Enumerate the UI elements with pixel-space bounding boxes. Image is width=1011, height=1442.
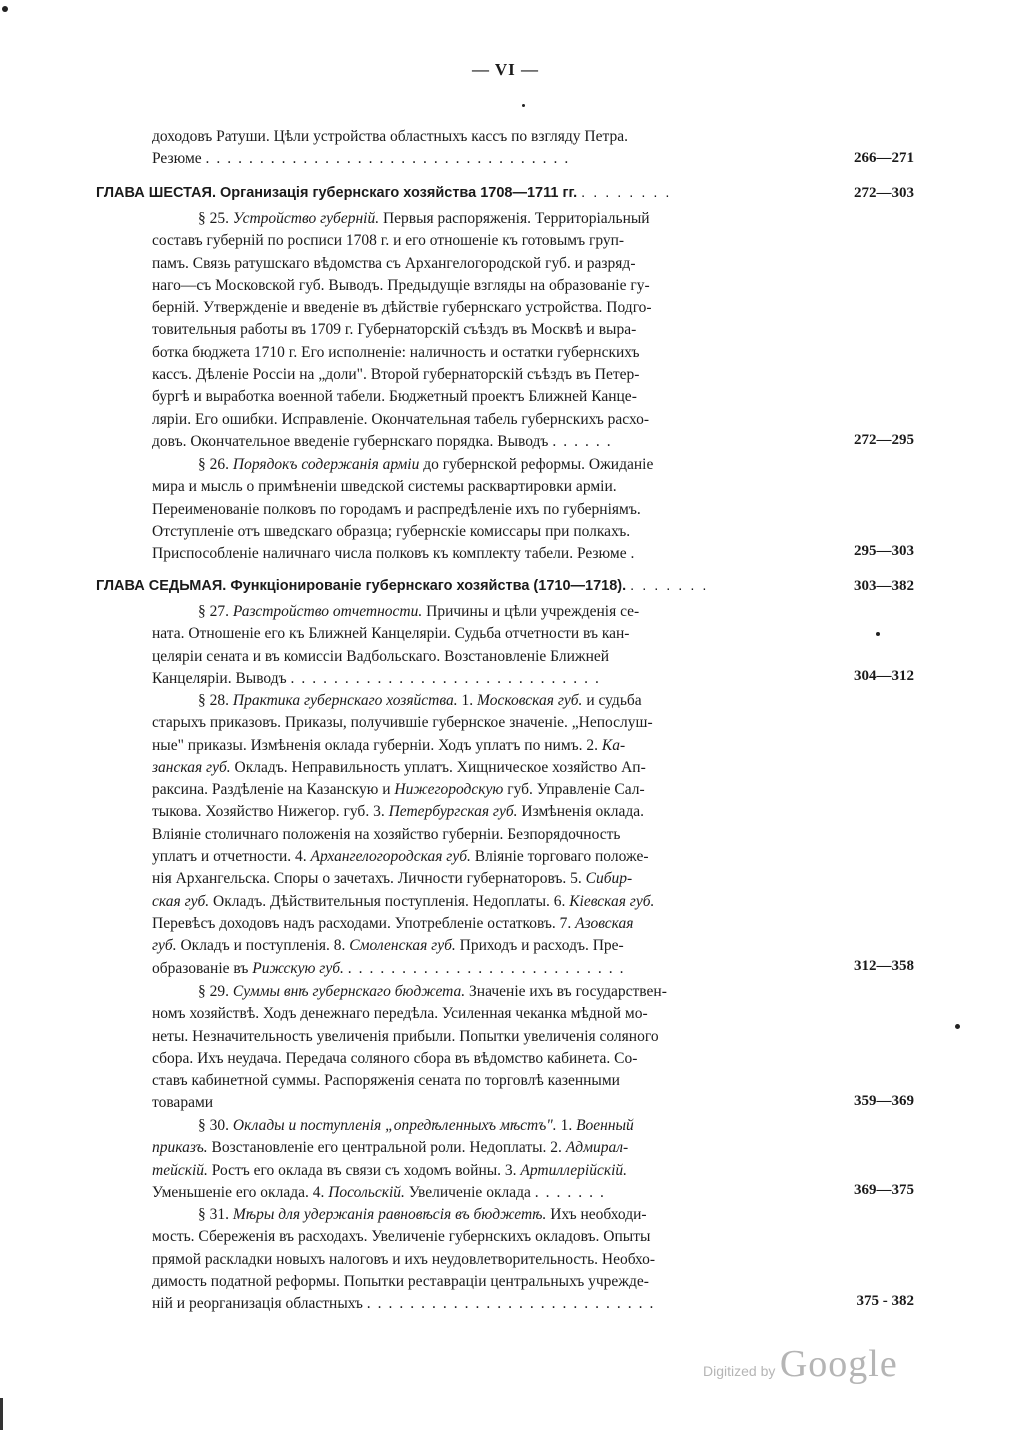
google-logo: Google xyxy=(779,1343,898,1385)
text-line: ные" приказы. Измѣненія оклада губерніи. Ходъ уплатъ по нимъ. 2. Ка- xyxy=(152,736,626,754)
scan-speck xyxy=(876,632,880,636)
page-range: 272—303 xyxy=(854,185,914,201)
text-line: мость. Сбереженія въ расходахъ. Увеличеніе губернскихъ окладовъ. Опыты xyxy=(152,1228,651,1246)
text-line: занская губ. Окладъ. Неправильность уплатъ. Хищническое хозяйство Ап- xyxy=(152,758,646,776)
text-line: Канцеляріи. Выводъ ............................. xyxy=(152,669,606,687)
section-26 xyxy=(152,454,792,565)
chapter-seven-heading: ГЛАВА СЕДЬМАЯ. Функціонированіе губернскаго хозяйства (1710—1718). ....... xyxy=(96,578,715,594)
text-line: Вліяніе столичнаго положенія на хозяйство губерніи. Безпорядочность xyxy=(152,825,621,843)
section-31 xyxy=(152,1204,792,1315)
text-line: нія Архангельска. Споры о зачетахъ. Личности губернаторовъ. 5. Сибир- xyxy=(152,870,633,888)
text-line: номъ хозяйствѣ. Ходъ денежнаго передѣла. Усиленная чеканка мѣдной мо- xyxy=(152,1005,648,1023)
text-line: товительныя работы въ 1709 г. Губернаторскій съѣздъ въ Москвѣ и выра- xyxy=(152,321,637,339)
text-line: приказъ. Возстановленіе его центральной роли. Недоплаты. 2. Адмирал- xyxy=(152,1139,629,1157)
text-line: ская губ. Окладъ. Дѣйствительныя поступленія. Недоплаты. 6. Кіевская губ. xyxy=(152,892,655,910)
text-line: § 28. Практика губернскаго хозяйства. 1. Московская губ. и судьба xyxy=(198,692,642,709)
page-range: 304—312 xyxy=(854,668,914,684)
text-line: тейскій. Ростъ его оклада въ связи съ ходомъ войны. 3. Артиллерійскій. xyxy=(152,1161,628,1179)
chapter-title: Функціонированіе губернскаго хозяйства (1710—1718). xyxy=(230,578,627,594)
text-line: Уменьшеніе его оклада. 4. Посольскій. Увеличеніе оклада ....... xyxy=(152,1183,611,1201)
google-watermark xyxy=(703,1342,898,1386)
page-range: 375 - 382 xyxy=(856,1293,914,1309)
text-line: целяріи сената и въ комиссіи Вадбольскаго. Возстановленіе Ближней xyxy=(152,647,610,665)
text-line: Резюме .................................. xyxy=(152,150,576,168)
page-range: 295—303 xyxy=(854,543,914,559)
text-line: образованіе въ Рижскую губ. .......................... xyxy=(152,959,631,977)
text-line: ставъ кабинетной суммы. Распоряженія сената по торговлѣ казенными xyxy=(152,1072,620,1090)
text-line: ботка бюджета 1710 г. Его исполненіе: наличность и остатки губернскихъ xyxy=(152,343,640,361)
text-line: ній и реорганизація областныхъ ........................... xyxy=(152,1295,661,1313)
page-range: 272—295 xyxy=(854,432,914,448)
text-line: раксина. Раздѣленіе на Казанскую и Нижегородскую губ. Управленіе Сал- xyxy=(152,781,645,799)
text-line: димость податной реформы. Попытки реставраціи центральныхъ учрежде- xyxy=(152,1272,649,1290)
text-line: Переименованіе полковъ по городамъ и распредѣленіе ихъ по губерніямъ. xyxy=(152,500,641,518)
text-line: § 31. Мѣры для удержанія равновѣсія въ бюджетѣ. Ихъ необходи- xyxy=(198,1206,647,1223)
section-27 xyxy=(152,601,792,690)
text-line: берній. Утвержденіе и введеніе въ дѣйствіе губернскаго устройства. Подго- xyxy=(152,299,652,317)
text-line: уплатъ и отчетности. 4. Архангелогородская губ. Вліяніе торговаго положе- xyxy=(152,848,649,866)
text-line: § 25. Устройство губерній. Первыя распоряженія. Территоріальный xyxy=(198,210,650,227)
text-line: § 29. Суммы внѣ губернскаго бюджета. Значеніе ихъ въ государствен- xyxy=(198,983,667,1000)
section-28 xyxy=(152,690,792,980)
chapter-six-heading: ГЛАВА ШЕСТАЯ. Организація губернскаго хозяйства 1708—1711 гг. ........ xyxy=(96,185,678,201)
watermark-prefix: Digitized by xyxy=(703,1363,776,1379)
scan-speck xyxy=(522,104,525,107)
chapter-title: Организація губернскаго хозяйства 1708—1711 гг. xyxy=(220,185,578,201)
text-line: Отступленіе отъ шведскаго образца; губернскіе комиссары при полкахъ. xyxy=(152,522,631,540)
text-line: наго—съ Московской губ. Выводъ. Предыдущіе взгляды на образованіе гу- xyxy=(152,276,650,294)
chapter-label: ГЛАВА СЕДЬМАЯ. xyxy=(96,578,227,594)
intro-entry xyxy=(152,126,792,171)
text-line: кассъ. Дѣленіе Россіи на „доли". Второй губернаторскій съѣздъ въ Петер- xyxy=(152,366,640,384)
section-30 xyxy=(152,1115,792,1204)
text-line: мира и мысль о примѣненіи шведской системы расквартировки арміи. xyxy=(152,478,617,496)
section-25 xyxy=(152,208,792,453)
page-range: 303—382 xyxy=(854,578,914,594)
chapter-label: ГЛАВА ШЕСТАЯ. xyxy=(96,185,216,201)
page-range: 359—369 xyxy=(854,1093,914,1109)
text-line: ната. Отношеніе его къ Ближней Канцеляріи. Судьба отчетности въ кан- xyxy=(152,625,630,643)
text-line: памъ. Связь ратушскаго вѣдомства съ Архангелогородской губ. и разряд- xyxy=(152,254,636,272)
text-line: § 27. Разстройство отчетности. Причины и цѣли учрежденія се- xyxy=(198,603,640,620)
text-line: § 26. Порядокъ содержанія арміи до губернской реформы. Ожиданіе xyxy=(198,456,654,473)
text-line: неты. Незначительность увеличенія прибыли. Попытки увеличенія соляного xyxy=(152,1027,659,1045)
section-29 xyxy=(152,981,792,1115)
text-line: сбора. Ихъ неудача. Передача соляного сбора въ вѣдомство кабинета. Со- xyxy=(152,1049,638,1067)
text-line: ляріи. Его ошибки. Исправленіе. Окончательная табель губернскихъ расхо- xyxy=(152,410,650,428)
text-line: Перевѣсъ доходовъ надъ расходами. Употребленіе остатковъ. 7. Азовская xyxy=(152,914,634,932)
text-line: бургѣ и выработка военной табели. Бюджетный проектъ Ближней Канце- xyxy=(152,388,637,406)
scan-edge-mark xyxy=(0,1398,3,1430)
text-line: составъ губерній по росписи 1708 г. и его отношеніе къ готовымъ груп- xyxy=(152,232,625,250)
text-line: тыкова. Хозяйство Нижегор. губ. 3. Петербургская губ. Измѣненія оклада. xyxy=(152,803,645,821)
text-line: доходовъ Ратуши. Цѣли устройства областныхъ кассъ по взгляду Петра. xyxy=(152,128,628,145)
text-line: довъ. Окончательное введеніе губернскаго порядка. Выводъ ...... xyxy=(152,432,618,450)
page-range: 369—375 xyxy=(854,1182,914,1198)
text-line: старыхъ приказовъ. Приказы, получившіе губернское значеніе. „Непослуш- xyxy=(152,714,653,732)
text-line: товарами xyxy=(152,1094,214,1112)
scan-speck xyxy=(955,1024,960,1029)
text-line: прямой раскладки новыхъ налоговъ и ихъ неудовлетворительность. Необхо- xyxy=(152,1250,656,1268)
text-line: Приспособленіе наличнаго числа полковъ къ комплекту табели. Резюме . xyxy=(152,545,642,563)
text-line: § 30. Оклады и поступленія „опредѣленныхъ мѣстъ". 1. Военный xyxy=(198,1117,634,1134)
scan-speck xyxy=(2,6,8,12)
page-number: — VI — xyxy=(471,60,540,79)
page-range: 266—271 xyxy=(854,150,914,166)
page-range: 312—358 xyxy=(854,958,914,974)
text-line: губ. Окладъ и поступленія. 8. Смоленская губ. Приходъ и расходъ. Пре- xyxy=(152,937,624,955)
